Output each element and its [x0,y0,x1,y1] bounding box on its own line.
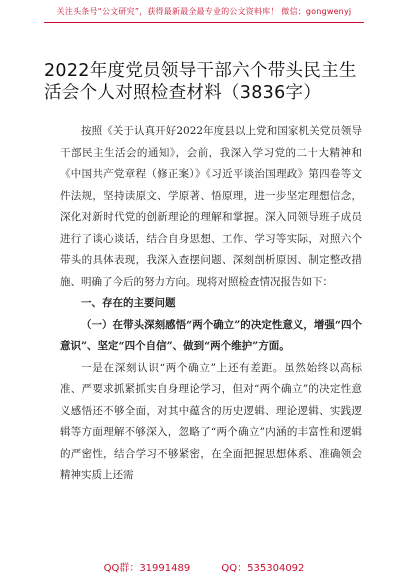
header-divider [44,22,364,23]
footer-qq: QQ：535304092 [221,563,305,574]
subsection-heading: （一）在带头深刻感悟“两个确立”的决定性意义，增强“四个意识”、坚定“四个自信”、做到“两个维护”方面。 [60,318,362,352]
document-body [60,121,362,487]
section-heading: 一、存在的主要问题 [81,297,176,309]
footer [0,559,408,574]
intro-paragraph: 按照《关于认真开好2022年度县以上党和国家机关党员领导干部民主生活会的通知》，会前，我深入学习党的二十大精神和《中国共产党章程（修正案）》《习近平谈治国理政》第四卷等文件法规，坚持读原文、学原著、悟原理，进一步坚定理想信念，深化对新时代党的创新理论的理解和掌握。深入同领导班子成员进行了谈心谈话，结合自身思想、工作、学习等实际，对照六个带头的具体表现，我深入查摆问题、深刻剖析原因、制定整改措施、明确了今后的努力方向。现将对照检查情况报告如下： [60,125,362,288]
document-title: 2022年度党员领导干部六个带头民主生活会个人对照检查材料（3836字） [44,61,357,103]
footer-qq-group: QQ群：31991489 [103,563,191,574]
header-banner: 关注头条号“公文研究”，获得最新最全最专业的公文资料库！ 微信：gongwenyj [56,7,352,16]
subsection-paragraph: 一是在深刻认识“两个确立”上还有差距。虽然始终以高标准、严要求抓紧抓实自身理论学习，但对“两个确立”的决定性意义感悟还不够全面，对其中蕴含的历史逻辑、理论逻辑、实践逻辑等方面理解不够深入，忽略了“两个确立”内涵的丰富性和逻辑的严密性，结合学习不够紧密，在全面把握思想体系、准确领会精神实质上还需 [60,361,362,481]
